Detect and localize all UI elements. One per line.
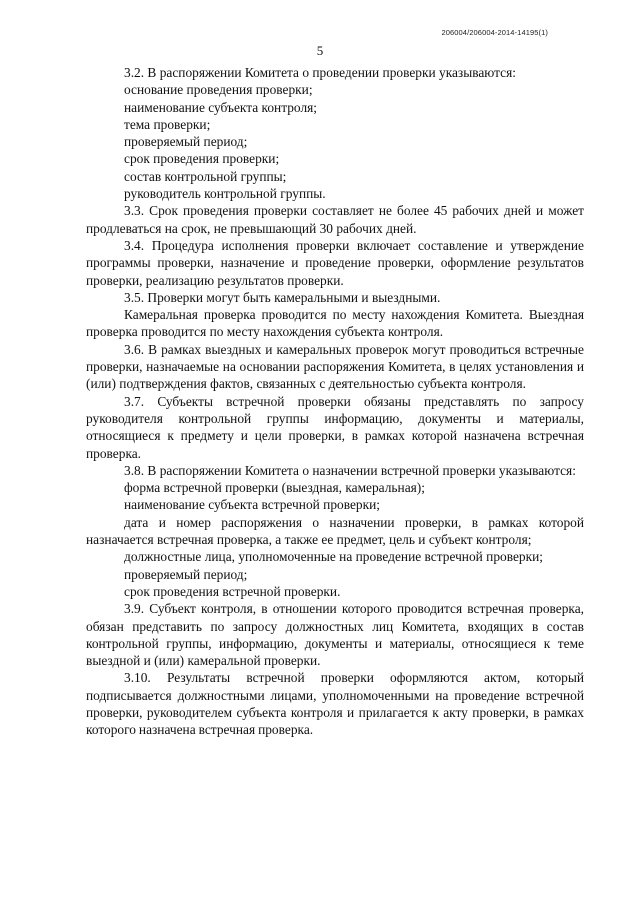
paragraph-3-2-intro: 3.2. В распоряжении Комитета о проведении проверки указываются: [124, 65, 516, 80]
list-item: основание проведения проверки; [124, 82, 313, 98]
list-item: наименование субъекта встречной проверки; [124, 497, 380, 513]
paragraph-3-8-intro: 3.8. В распоряжении Комитета о назначении встречной проверки указываются: [124, 462, 576, 478]
list-item: срок проведения встречной проверки. [124, 583, 341, 599]
paragraph-3-5: 3.5. Проверки могут быть камеральными и выездными. [124, 289, 441, 305]
list-item: форма встречной проверки (выездная, камеральная); [124, 480, 425, 496]
list-item: тема проверки; [124, 116, 211, 132]
page-number: 5 [316, 43, 324, 58]
paragraph-3-7: 3.7. Субъекты встречной проверки обязаны представлять по запросу руководителя контрольной группы информацию, документы и материалы, относящиеся к предмету и цели проверки, в рамках которой назначена встречная проверка. [86, 393, 584, 461]
list-item: руководитель контрольной группы. [124, 186, 326, 202]
paragraph-3-3: 3.3. Срок проведения проверки составляет не более 45 рабочих дней и может продлеваться на срок, не превышающий 30 рабочих дней. [86, 203, 584, 236]
paragraph-3-9: 3.9. Субъект контроля, в отношении которого проводится встречная проверка, обязан представить по запросу должностных лиц Комитета, входящих в состав контрольной группы, информацию, документы и материалы, относящиеся к теме выездной и (или) камеральной проверки. [86, 601, 584, 669]
list-item: наименование субъекта контроля; [124, 99, 318, 115]
paragraph-3-6: 3.6. В рамках выездных и камеральных проверок могут проводиться встречные проверки, назначаемые на основании распоряжения Комитета, в целях установления и (или) подтверждения фактов, связанных с деятельностью субъекта контроля. [86, 341, 584, 392]
list-item: состав контрольной группы; [124, 168, 287, 184]
paragraph-3-10: 3.10. Результаты встречной проверки оформляются актом, который подписывается должностными лицами, уполномоченными на проведение встречной проверки, руководителем субъекта контроля и прилагается к акту проверки, в рамках которого назначена встречная проверка. [86, 670, 584, 738]
document-id: 206004/206004-2014-14195(1) [441, 28, 548, 37]
list-item: дата и номер распоряжения о назначении проверки, в рамках которой назначается встречная проверка, а также ее предмет, цель и субъект контроля; [86, 514, 584, 548]
list-item: срок проведения проверки; [124, 151, 280, 167]
paragraph-3-5-description: Камеральная проверка проводится по месту нахождения Комитета. Выездная проверка проводится по месту нахождения субъекта контроля. [86, 307, 584, 340]
list-item: проверяемый период; [124, 566, 248, 582]
list-item: проверяемый период; [124, 134, 248, 150]
list-item: должностные лица, уполномоченные на проведение встречной проверки; [124, 549, 544, 565]
paragraph-3-4: 3.4. Процедура исполнения проверки включает составление и утверждение программы проверки, назначение и проведение проверки, оформление результатов проверки, реализацию результатов проверки. [86, 237, 584, 288]
document-body [86, 64, 584, 739]
